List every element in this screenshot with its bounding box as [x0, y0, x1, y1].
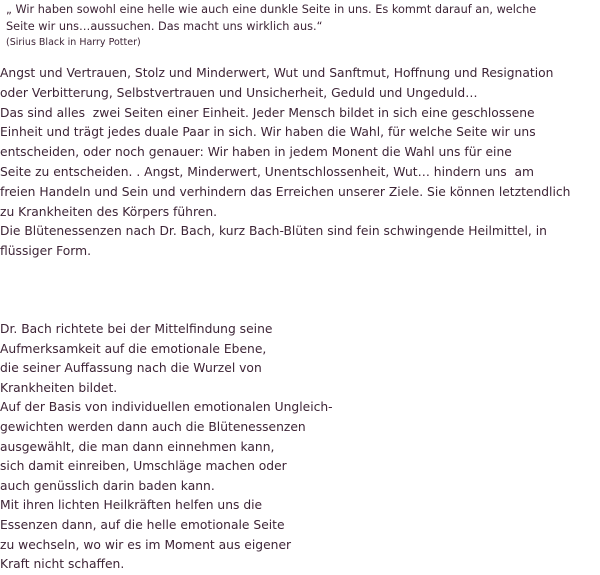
quote-source: (Sirius Black in Harry Potter) — [6, 37, 141, 48]
intro-line: Das sind alles zwei Seiten einer Einheit. Jeder Mensch bildet in sich eine geschlossene — [0, 105, 535, 120]
intro-line: oder Verbitterung, Selbstvertrauen und Unsicherheit, Geduld und Ungeduld… — [0, 85, 478, 100]
intro-line: Die Blütenessenzen nach Dr. Bach, kurz Bach-Blüten sind fein schwingende Heilmittel, in — [0, 224, 547, 239]
intro-line: Seite zu entscheiden. . Angst, Minderwert, Unentschlossenheit, Wut… hindern uns am — [0, 164, 535, 179]
quote-line: Seite wir uns…aussuchen. Das macht uns wirklich aus.“ — [6, 20, 323, 33]
bach-line: gewichten werden dann auch die Blütenessenzen — [0, 419, 306, 434]
intro-line: zu Krankheiten des Körpers führen. — [0, 204, 218, 219]
bach-line: Dr. Bach richtete bei der Mittelfindung seine — [0, 322, 273, 336]
bach-line: Krankheiten bildet. — [0, 380, 118, 395]
bach-line: Essenzen dann, auf die helle emotionale Seite — [0, 517, 285, 532]
quote-block — [6, 1, 598, 51]
intro-line: entscheiden, oder noch genauer: Wir haben in jedem Monent die Wahl uns für eine — [0, 145, 512, 160]
bach-line: auch genüsslich darin baden kann. — [0, 478, 215, 493]
bach-line: Kraft nicht schaffen. — [0, 557, 125, 572]
quote-line: „ Wir haben sowohl eine helle wie auch eine dunkle Seite in uns. Es kommt darauf an, welche — [6, 3, 537, 16]
intro-line: freien Handeln und Sein und verhindern das Erreichen unserer Ziele. Sie können letztendlich — [0, 184, 571, 199]
bach-line: sich damit einreiben, Umschläge machen oder — [0, 459, 287, 474]
bach-line: ausgewählt, die man dann einnehmen kann, — [0, 439, 275, 454]
intro-line: flüssiger Form. — [0, 244, 91, 259]
bach-line: Mit ihren lichten Heilkräften helfen uns die — [0, 498, 263, 513]
intro-line: Einheit und trägt jedes duale Paar in sich. Wir haben die Wahl, für welche Seite wir uns — [0, 125, 536, 140]
intro-line: Angst und Vertrauen, Stolz und Minderwert, Wut und Sanftmut, Hoffnung und Resignation — [0, 66, 554, 80]
bach-line: die seiner Auffassung nach die Wurzel von — [0, 361, 262, 376]
bach-line: Auf der Basis von individuellen emotionalen Ungleich- — [0, 400, 333, 415]
bach-line: zu wechseln, wo wir es im Moment aus eigener — [0, 537, 292, 552]
intro-paragraph — [0, 64, 598, 262]
bach-line: Aufmerksamkeit auf die emotionale Ebene, — [0, 341, 267, 356]
bach-paragraph — [0, 320, 420, 575]
